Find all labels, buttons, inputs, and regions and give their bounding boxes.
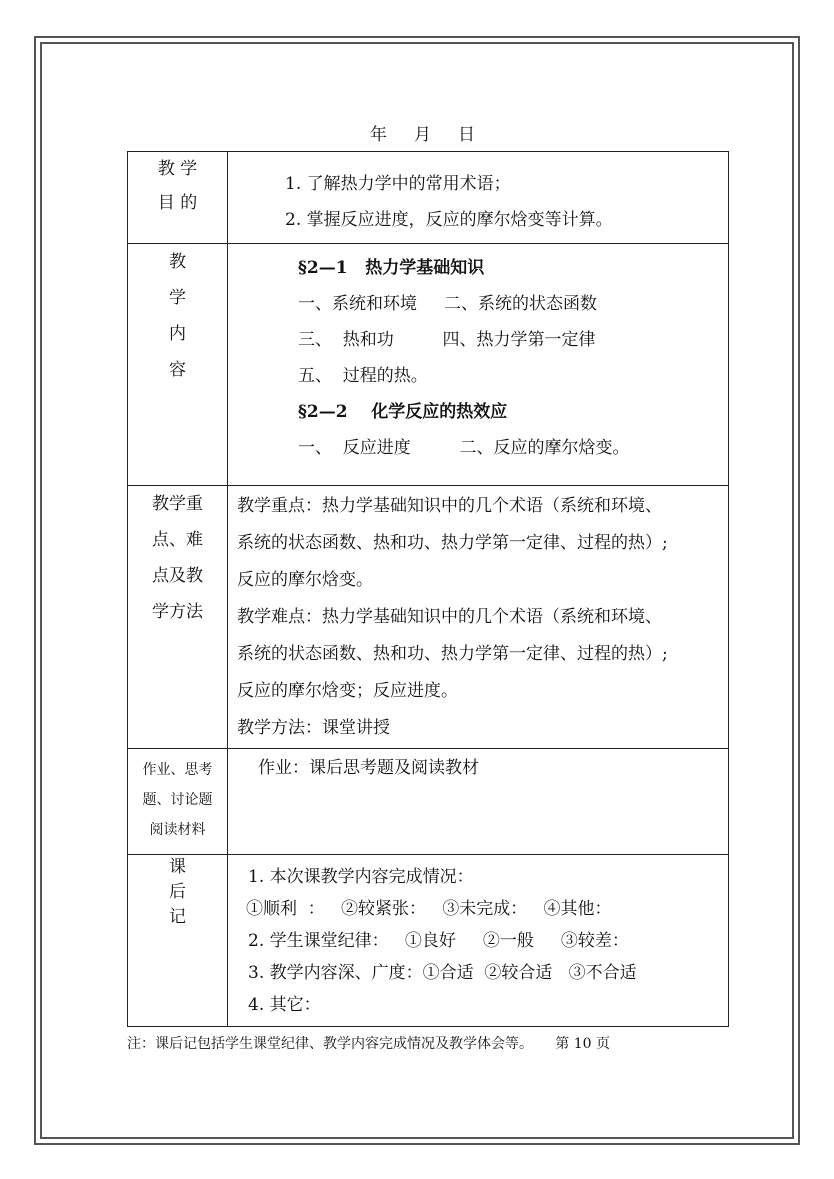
objective-line: 1. 了解热力学中的常用术语； xyxy=(285,174,511,194)
content-label-char: 学 xyxy=(169,288,186,308)
key-points-line: 系统的状态函数、热和功、热力学第一定律、过程的热）; xyxy=(237,533,668,553)
key-points-label-line: 点及教 xyxy=(152,566,203,586)
key-points-body xyxy=(228,486,729,749)
content-label-char: 教 xyxy=(169,252,186,272)
key-points-label-line: 点、难 xyxy=(152,530,203,550)
post-class-label-char: 后 xyxy=(169,882,186,902)
section-item: 一、系统和环境 二、系统的状态函数 xyxy=(298,294,598,314)
homework-label-line: 作业、思考 xyxy=(142,762,213,778)
post-class-body xyxy=(228,855,729,1027)
homework-label xyxy=(128,749,228,855)
homework-body xyxy=(228,749,729,855)
key-points-line: 反应的摩尔焓变；反应进度。 xyxy=(237,681,458,701)
key-points-line: 教学难点：热力学基础知识中的几个术语（系统和环境、 xyxy=(237,607,662,627)
post-class-label-char: 记 xyxy=(169,907,186,927)
post-class-label xyxy=(128,855,228,1027)
homework-label-line: 题、讨论题 xyxy=(142,792,213,808)
section-item: 一、 反应进度 二、反应的摩尔焓变。 xyxy=(298,438,630,458)
post-class-label-char: 课 xyxy=(169,857,186,877)
section-item: 五、 过程的热。 xyxy=(298,366,428,386)
content-label xyxy=(128,244,228,486)
homework-label-line: 阅读材料 xyxy=(149,822,206,838)
key-points-label-line: 教学重 xyxy=(152,494,203,514)
section-item: 三、 热和功 四、热力学第一定律 xyxy=(298,330,596,350)
key-points-label xyxy=(128,486,228,749)
post-class-line: 2. 学生课堂纪律： ①良好 ②一般 ③较差： xyxy=(248,931,629,951)
key-points-row xyxy=(128,486,729,749)
content-row xyxy=(128,244,729,486)
content-body xyxy=(228,244,729,486)
homework-row xyxy=(128,749,729,855)
objectives-label xyxy=(128,152,228,244)
key-points-line: 系统的状态函数、热和功、热力学第一定律、过程的热）; xyxy=(237,644,668,664)
post-class-line: 1. 本次课教学内容完成情况： xyxy=(248,867,474,887)
content-label-char: 内 xyxy=(169,324,186,344)
section-title: §2—1 热力学基础知识 xyxy=(298,258,485,278)
homework-text: 作业：课后思考题及阅读教材 xyxy=(258,758,479,778)
post-class-line: 3. 教学内容深、广度：①合适 ②较合适 ③不合适 xyxy=(248,963,637,983)
key-points-line: 教学重点：热力学基础知识中的几个术语（系统和环境、 xyxy=(237,496,662,516)
lesson-plan-table xyxy=(127,151,729,1027)
objectives-label-line: 目 的 xyxy=(157,193,198,213)
objectives-row xyxy=(128,152,729,244)
date-line: 年 月 日 xyxy=(370,125,476,145)
objective-line: 2. 掌握反应进度，反应的摩尔焓变等计算。 xyxy=(285,210,613,230)
footer-note: 注：课后记包括学生课堂纪律、教学内容完成情况及教学体会等。 第 10 页 xyxy=(127,1036,610,1052)
content-label-char: 容 xyxy=(169,360,186,380)
key-points-line: 反应的摩尔焓变。 xyxy=(237,570,373,590)
key-points-label-line: 学方法 xyxy=(152,602,203,622)
post-class-line: 4. 其它： xyxy=(248,995,321,1015)
post-class-row xyxy=(128,855,729,1027)
post-class-line: ①顺利 ： ②较紧张： ③未完成： ④其他： xyxy=(246,899,612,919)
key-points-line: 教学方法：课堂讲授 xyxy=(237,718,390,738)
section-title: §2—2 化学反应的热效应 xyxy=(298,402,508,422)
objectives-label-line: 教 学 xyxy=(157,159,198,179)
objectives-content xyxy=(228,152,729,244)
